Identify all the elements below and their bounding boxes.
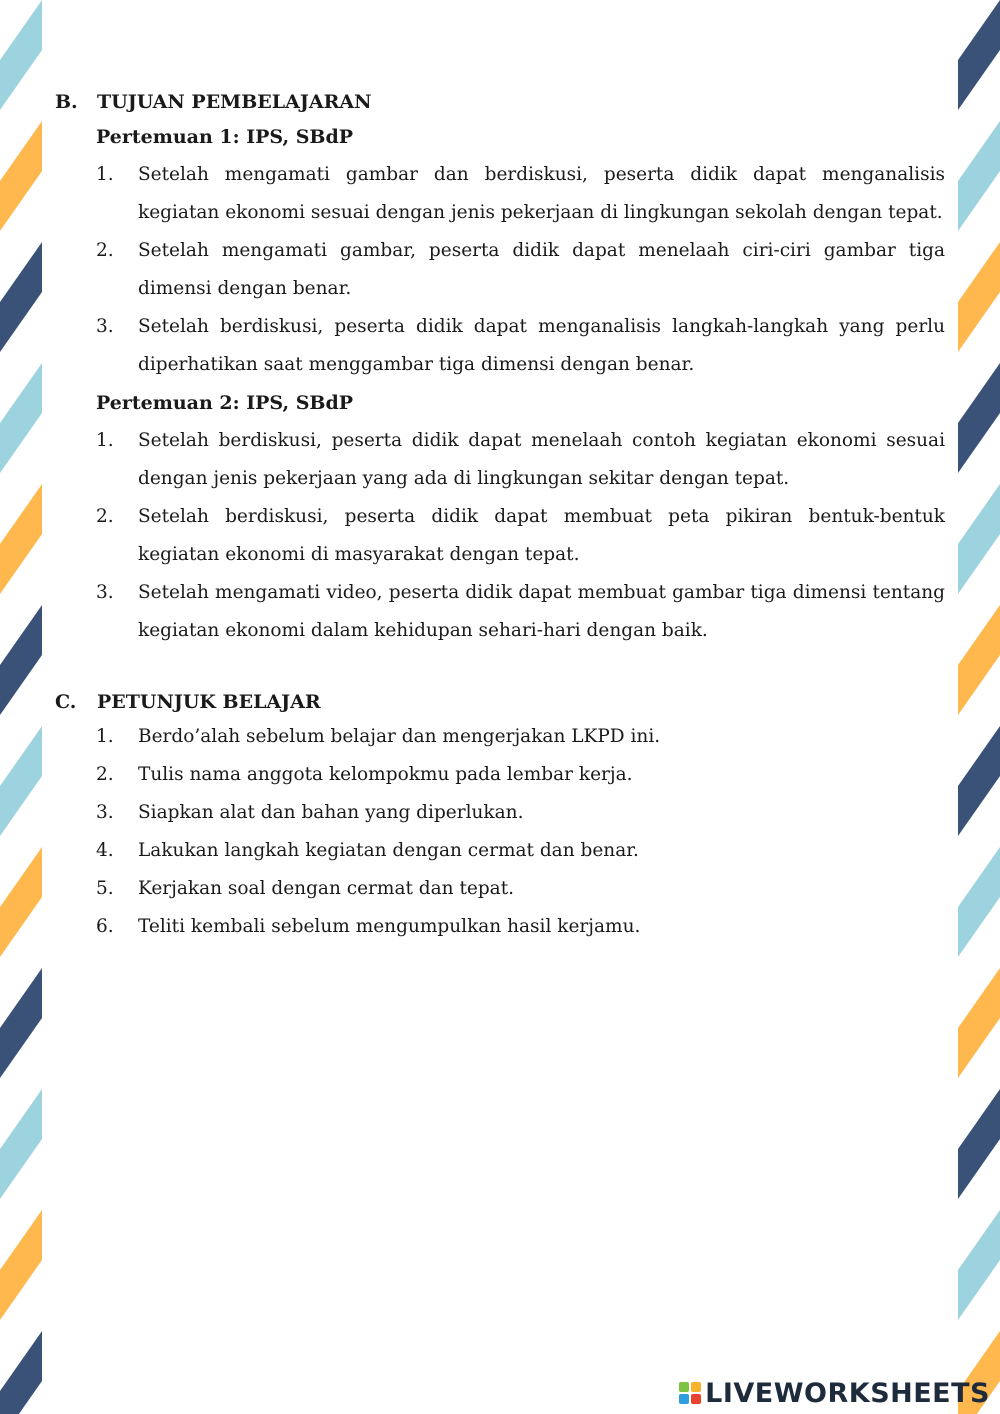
list-item xyxy=(96,156,945,232)
liveworksheets-mark-icon xyxy=(679,1382,701,1404)
border-stripe xyxy=(958,0,1000,110)
border-stripe xyxy=(958,847,1000,957)
list-item xyxy=(96,908,945,946)
list-item xyxy=(96,756,945,794)
right-stripe-border xyxy=(958,0,1000,1414)
item-text: Setelah mengamati gambar dan berdiskusi, peserta didik dapat menganalisis kegiatan ekonomi sesuai dengan jenis pekerjaan di lingkungan sekolah dengan tepat. xyxy=(138,164,945,223)
border-stripe xyxy=(958,968,1000,1078)
instructions-list xyxy=(55,718,945,946)
item-number: 4. xyxy=(96,840,114,861)
item-number: 3. xyxy=(96,802,114,823)
item-number: 3. xyxy=(96,582,114,603)
list-item xyxy=(96,232,945,308)
item-text: Setelah berdiskusi, peserta didik dapat menganalisis langkah-langkah yang perlu diperhatikan saat menggambar tiga dimensi dengan benar. xyxy=(138,316,945,375)
list-item xyxy=(96,794,945,832)
item-text: Tulis nama anggota kelompokmu pada lembar kerja. xyxy=(138,764,633,785)
left-stripe-border xyxy=(0,0,42,1414)
border-stripe xyxy=(958,363,1000,473)
list-item xyxy=(96,498,945,574)
list-item xyxy=(96,422,945,498)
border-stripe xyxy=(0,363,42,473)
border-stripe xyxy=(958,605,1000,715)
item-text: Setelah berdiskusi, peserta didik dapat membuat peta pikiran bentuk-bentuk kegiatan ekonomi di masyarakat dengan tepat. xyxy=(138,506,945,565)
item-number: 2. xyxy=(96,506,114,527)
border-stripe xyxy=(958,1210,1000,1320)
border-stripe xyxy=(0,1210,42,1320)
border-stripe xyxy=(0,605,42,715)
border-stripe xyxy=(958,726,1000,836)
item-number: 1. xyxy=(96,430,114,451)
list-item xyxy=(96,718,945,756)
border-stripe xyxy=(0,1331,42,1414)
item-number: 5. xyxy=(96,878,114,899)
border-stripe xyxy=(0,726,42,836)
item-text: Teliti kembali sebelum mengumpulkan hasil kerjamu. xyxy=(138,916,641,937)
list-item xyxy=(96,574,945,650)
item-text: Setelah mengamati gambar, peserta didik dapat menelaah ciri-ciri gambar tiga dimensi dengan benar. xyxy=(138,240,945,299)
item-number: 2. xyxy=(96,764,114,785)
border-stripe xyxy=(958,242,1000,352)
border-stripe xyxy=(0,121,42,231)
border-stripe xyxy=(0,242,42,352)
item-number: 1. xyxy=(96,726,114,747)
meeting-2-list xyxy=(55,422,945,650)
item-text: Lakukan langkah kegiatan dengan cermat dan benar. xyxy=(138,840,639,861)
border-stripe xyxy=(0,1089,42,1199)
item-number: 3. xyxy=(96,316,114,337)
item-text: Kerjakan soal dengan cermat dan tepat. xyxy=(138,878,515,899)
item-number: 2. xyxy=(96,240,114,261)
item-number: 6. xyxy=(96,916,114,937)
item-text: Siapkan alat dan bahan yang diperlukan. xyxy=(138,802,524,823)
section-b-title: TUJUAN PEMBELAJARAN xyxy=(97,91,372,113)
border-stripe xyxy=(0,968,42,1078)
section-c-title: PETUNJUK BELAJAR xyxy=(97,691,321,713)
liveworksheets-logo[interactable] xyxy=(679,1376,990,1410)
item-text: Setelah mengamati video, peserta didik dapat membuat gambar tiga dimensi tentang kegiatan ekonomi dalam kehidupan sehari-hari dengan baik. xyxy=(138,582,945,641)
meeting-1-heading: Pertemuan 1: IPS, SBdP xyxy=(96,126,354,148)
meeting-2-heading: Pertemuan 2: IPS, SBdP xyxy=(96,392,354,414)
list-item xyxy=(96,832,945,870)
border-stripe xyxy=(958,1089,1000,1199)
border-stripe xyxy=(0,484,42,594)
item-number: 1. xyxy=(96,164,114,185)
meeting-1-list xyxy=(55,156,945,384)
item-text: Berdo’alah sebelum belajar dan mengerjakan LKPD ini. xyxy=(138,726,661,747)
list-item xyxy=(96,308,945,384)
section-b-heading xyxy=(55,86,945,118)
border-stripe xyxy=(958,121,1000,231)
section-b-letter: B. xyxy=(55,91,78,113)
section-c-letter: C. xyxy=(55,691,77,713)
liveworksheets-brand: LIVEWORKSHEETS xyxy=(705,1377,990,1409)
border-stripe xyxy=(0,0,42,110)
section-c-heading xyxy=(55,686,945,718)
border-stripe xyxy=(958,484,1000,594)
item-text: Setelah berdiskusi, peserta didik dapat menelaah contoh kegiatan ekonomi sesuai dengan jenis pekerjaan yang ada di lingkungan sekitar dengan tepat. xyxy=(138,430,945,489)
list-item xyxy=(96,870,945,908)
border-stripe xyxy=(0,847,42,957)
document-body xyxy=(55,86,945,946)
